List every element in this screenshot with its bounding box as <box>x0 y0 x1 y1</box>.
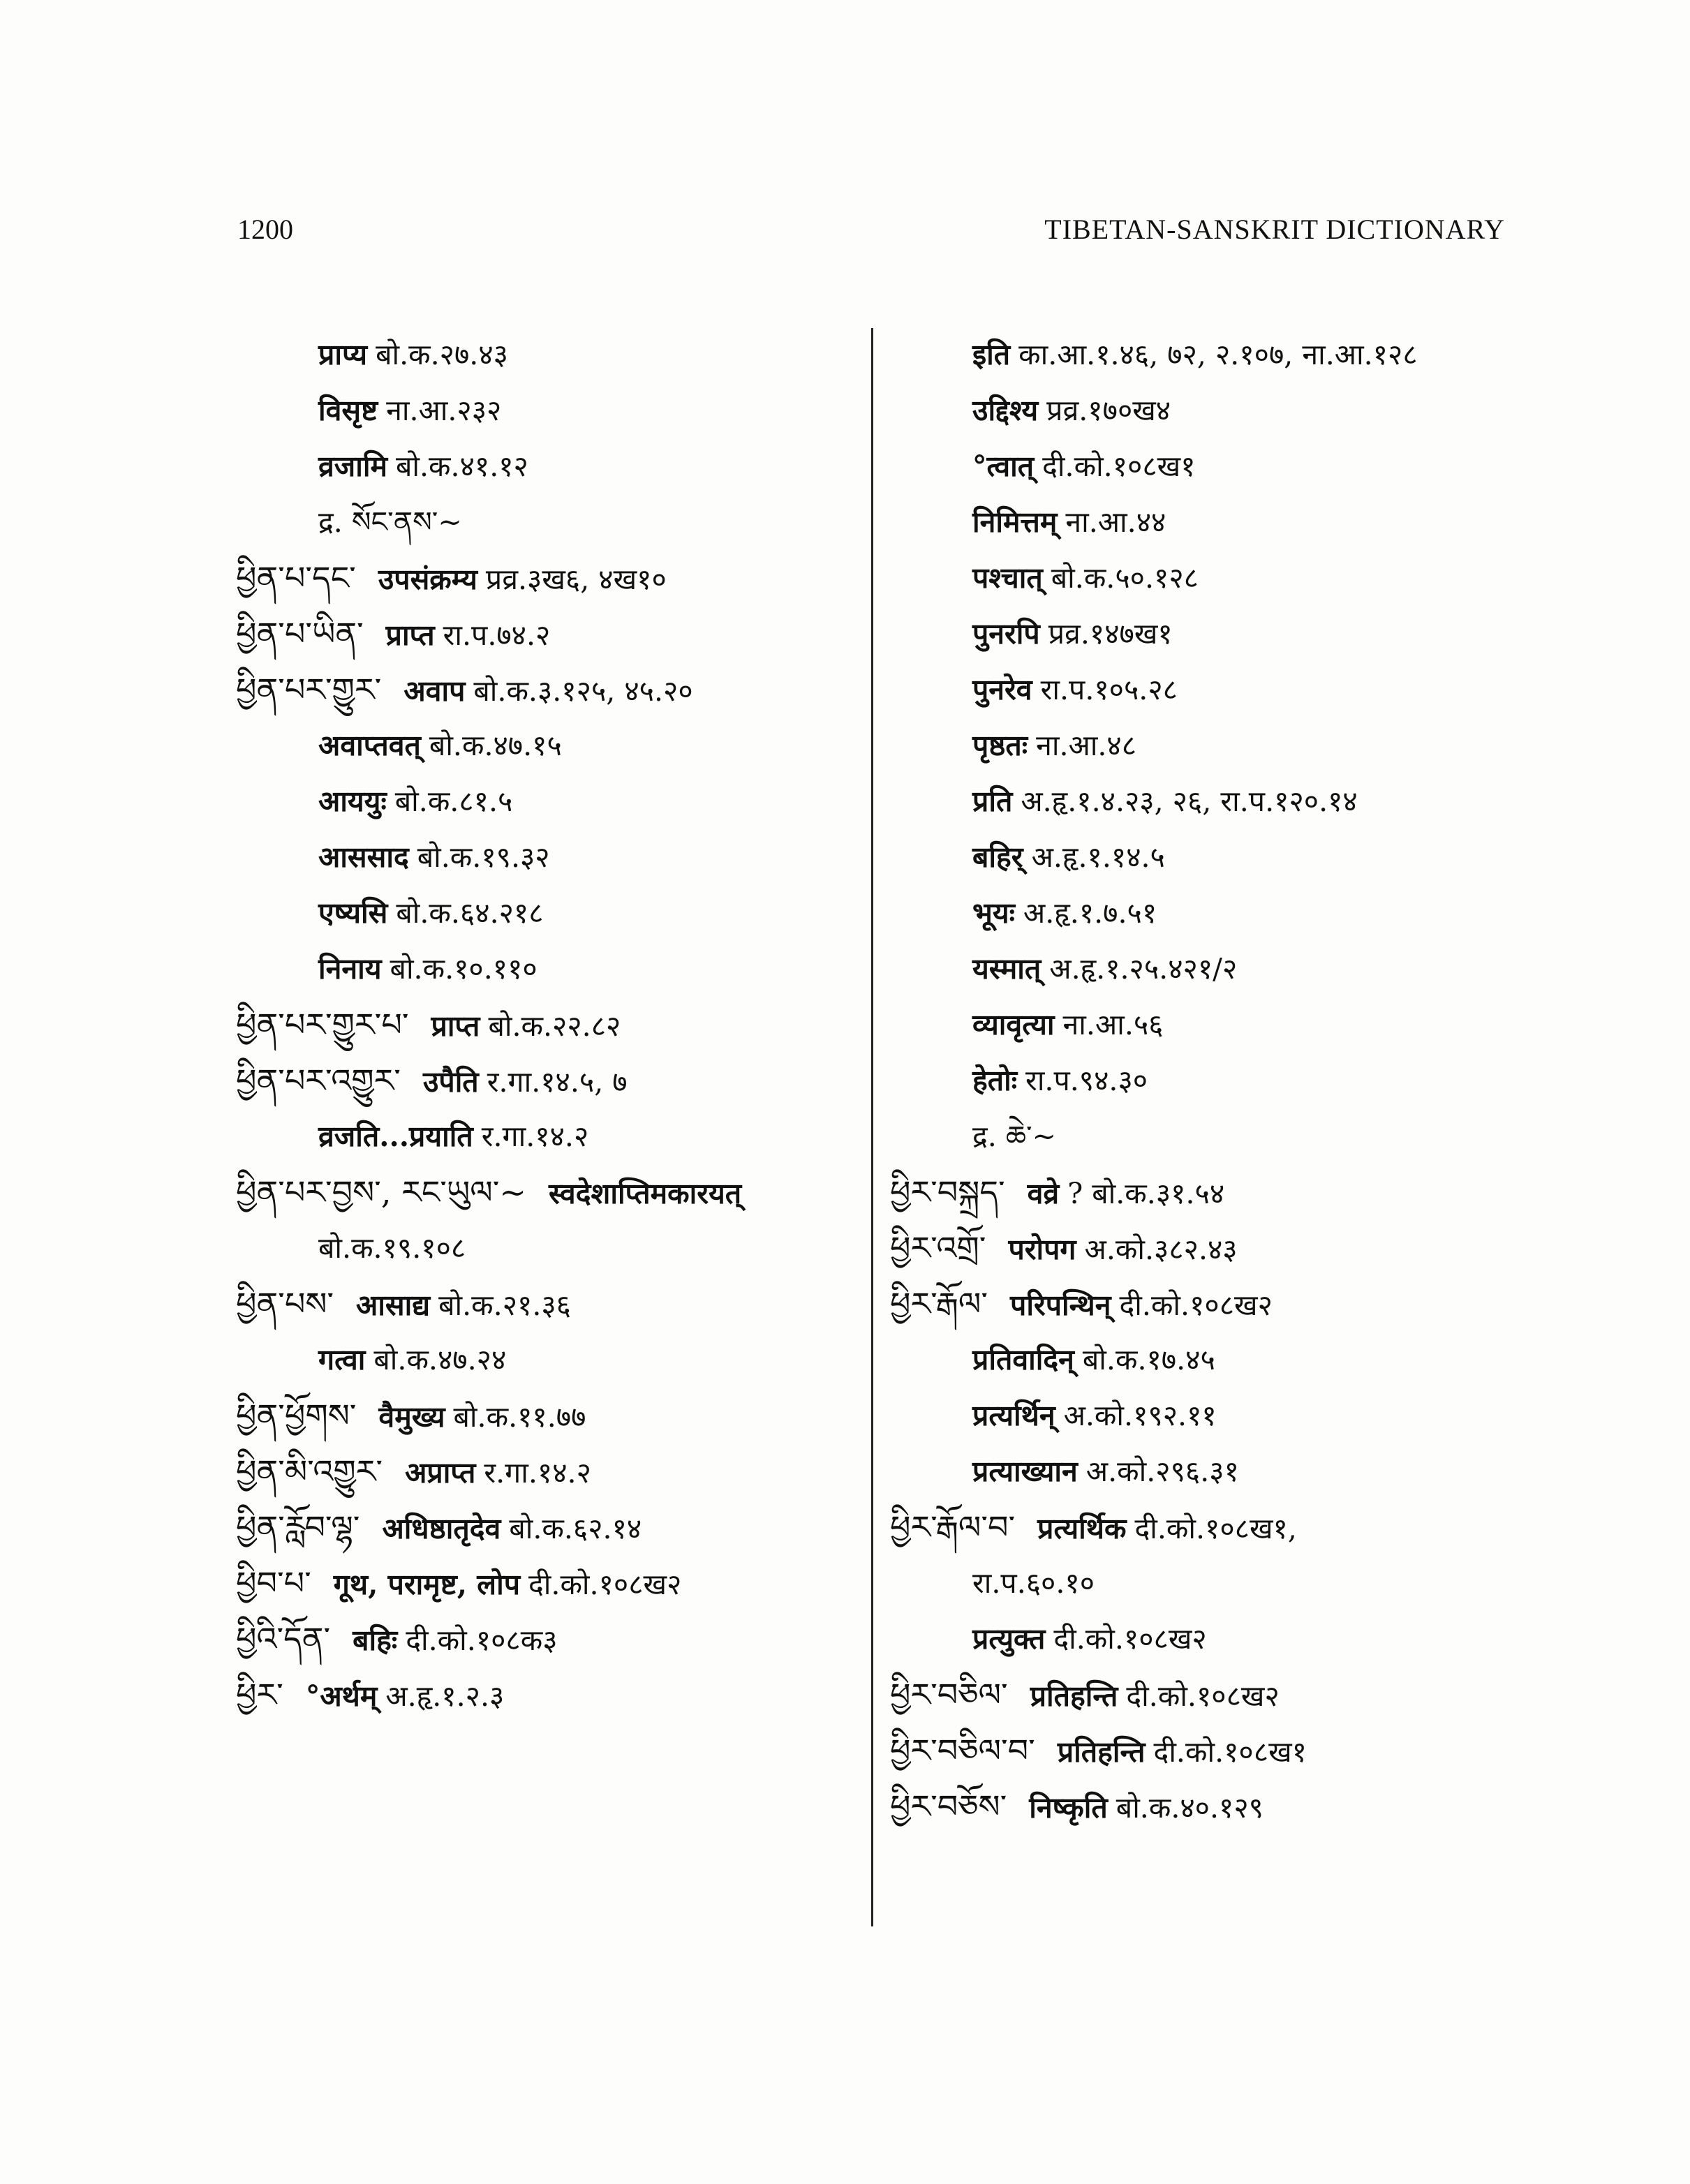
entry-sense <box>890 327 1588 382</box>
tibetan-headword: ཕྱིར་ <box>236 1676 283 1714</box>
sanskrit-term: अवाप <box>403 674 466 708</box>
sanskrit-term: पुनरेव <box>972 673 1032 706</box>
running-title: TIBETAN-SANSKRIT DICTIONARY <box>1044 214 1505 245</box>
source-reference: ना.आ.४४ <box>1065 505 1166 539</box>
entry-sense <box>890 662 1588 718</box>
tibetan-headword: ཕྱིན་པར་འགྱུར་ <box>236 1062 401 1099</box>
source-reference: बो.क.१०.११० <box>390 952 538 986</box>
sanskrit-term: उपसंक्रम्य <box>378 563 477 596</box>
sanskrit-term: निष्कृति <box>1029 1791 1108 1825</box>
source-reference: र.गा.१४.२ <box>484 1456 591 1490</box>
sanskrit-term: °अर्थम् <box>305 1679 378 1713</box>
entry-sense <box>236 941 962 997</box>
sanskrit-term: प्रतिवादिन् <box>972 1343 1074 1376</box>
source-reference: अ.हृ.१.४.२३, २६, रा.प.१२०.१४ <box>1021 785 1358 818</box>
dictionary-entry <box>236 997 962 1053</box>
sanskrit-term: विसृष्ट <box>318 394 378 427</box>
sanskrit-term: बहिर् <box>972 840 1023 874</box>
source-reference: रा.प.६०.१० <box>972 1566 1095 1600</box>
tibetan-headword: ཕྱིན་མི་འགྱུར་ <box>236 1453 383 1490</box>
source-reference: दी.को.१०८ख१ <box>1153 1735 1307 1769</box>
tibetan-headword: ཕྱིན་པར་གྱུར་པ་ <box>236 1006 409 1043</box>
sanskrit-term: निनाय <box>318 952 382 986</box>
page-number: 1200 <box>237 214 293 245</box>
entry-sense <box>890 997 1588 1053</box>
source-reference: द्र. སོང་ནས་~ <box>318 505 462 539</box>
tibetan-headword: ཕྱིར་འགྲོ་ <box>890 1229 986 1267</box>
dictionary-entry <box>890 1778 1588 1834</box>
source-reference: र.गा.१४.५, ७ <box>487 1065 628 1099</box>
source-reference: रा.प.१०५.२८ <box>1040 673 1178 706</box>
source-reference: अ.हृ.१.२५.४२१/२ <box>1049 952 1238 986</box>
entry-sense <box>236 1220 962 1276</box>
entry-sense <box>236 1332 962 1388</box>
sanskrit-term: आसाद्य <box>356 1288 431 1322</box>
sanskrit-term: व्रजति...प्रयाति <box>318 1120 473 1153</box>
source-reference: प्रव्र.१७०ख४ <box>1046 394 1171 427</box>
entry-sense <box>236 327 962 382</box>
source-reference: र.गा.१४.२ <box>481 1120 589 1153</box>
source-reference: बो.क.२२.८२ <box>488 1009 621 1043</box>
sanskrit-term: इति <box>972 338 1011 371</box>
source-reference: बो.क.१९.३२ <box>417 840 550 874</box>
sanskrit-term: अवाप्तवत् <box>318 729 421 762</box>
source-reference: बो.क.३.१२५, ४५.२० <box>473 674 693 708</box>
source-reference: ना.आ.४८ <box>1036 729 1137 762</box>
source-reference: दी.को.१०८ख२ <box>1126 1679 1280 1713</box>
entry-sense <box>890 885 1588 941</box>
source-reference: प्रव्र.३ख६, ४ख१० <box>485 563 667 596</box>
entry-sense <box>890 1332 1588 1388</box>
sanskrit-term: परिपन्थिन् <box>1010 1288 1111 1322</box>
source-reference: बो.क.६२.१४ <box>509 1512 642 1545</box>
source-reference: दी.को.१०८ख१, <box>1134 1512 1297 1545</box>
sanskrit-term: व्रजामि <box>318 450 387 483</box>
dictionary-entry <box>890 1667 1588 1723</box>
tibetan-headword: ཕྱིན་རློབ་ལྷ་ <box>236 1508 360 1546</box>
tibetan-headword: ཕྱིབ་པ་ <box>236 1564 311 1602</box>
sanskrit-term: वैमुख्य <box>378 1400 445 1434</box>
source-reference: का.आ.१.४६, ७२, २.१०७, ना.आ.१२८ <box>1018 338 1418 371</box>
sanskrit-term: °त्वात् <box>972 450 1035 483</box>
source-reference: बो.क.११.७७ <box>453 1400 586 1434</box>
dictionary-entry <box>236 1499 962 1555</box>
entry-sense <box>890 494 1588 550</box>
entry-sense <box>236 438 962 494</box>
left-column <box>236 327 962 1723</box>
entry-sense <box>890 550 1588 606</box>
sanskrit-term: प्रति <box>972 785 1013 818</box>
sanskrit-term: व्यावृत्या <box>972 1008 1055 1041</box>
entry-sense <box>236 1108 962 1164</box>
source-reference: बो.क.५०.१२८ <box>1051 561 1199 595</box>
source-reference: दी.को.१०८ख२ <box>528 1568 682 1601</box>
tibetan-headword: ཕྱིའི་དོན་ <box>236 1620 331 1658</box>
dictionary-entry <box>236 1611 962 1667</box>
source-reference: अ.को.१९२.११ <box>1063 1399 1217 1432</box>
sanskrit-term: अधिष्ठातृदेव <box>382 1512 501 1545</box>
sanskrit-term: वव्रे <box>1027 1177 1060 1210</box>
tibetan-headword: ཕྱིན་ཕྱོགས་ <box>236 1397 357 1434</box>
dictionary-entry <box>236 1276 962 1332</box>
sanskrit-term: अप्राप्त <box>405 1456 476 1490</box>
entry-sense <box>236 382 962 438</box>
entry-sense <box>236 718 962 773</box>
sanskrit-term: परोपग <box>1008 1233 1076 1266</box>
tibetan-headword: ཕྱིན་པ་དང་ <box>236 559 356 597</box>
dictionary-entry <box>236 1053 962 1108</box>
sanskrit-term: प्राप्त <box>385 618 435 652</box>
tibetan-headword: ཕྱིན་པ་ཡིན་ <box>236 615 364 653</box>
tibetan-headword: ཕྱིན་པར་གྱུར་ <box>236 671 382 708</box>
source-reference: दी.को.१०८ख१ <box>1042 450 1196 483</box>
entry-sense <box>236 773 962 829</box>
sanskrit-term: प्रतिहन्ति <box>1057 1735 1146 1769</box>
sanskrit-term: निमित्तम् <box>972 505 1058 539</box>
source-reference: बो.क.१७.४५ <box>1082 1343 1215 1376</box>
source-reference: अ.को.२९६.३१ <box>1085 1455 1239 1488</box>
sanskrit-term: उपैति <box>422 1065 479 1099</box>
sanskrit-term: भूयः <box>972 896 1015 930</box>
dictionary-entry <box>236 550 962 606</box>
dictionary-entry <box>236 1667 962 1723</box>
source-reference: बो.क.४७.१५ <box>429 729 562 762</box>
dictionary-entry <box>236 1443 962 1499</box>
tibetan-headword: ཕྱིན་པར་བྱས་, རང་ཡུལ་~ <box>236 1173 526 1211</box>
sanskrit-term: यस्मात् <box>972 952 1042 986</box>
entry-sense <box>236 885 962 941</box>
entry-sense <box>890 1388 1588 1443</box>
dictionary-entry <box>236 662 962 718</box>
source-reference: अ.हृ.१.२.३ <box>385 1679 505 1713</box>
sanskrit-term: प्रत्युक्त <box>972 1622 1046 1656</box>
entry-sense <box>890 1555 1588 1611</box>
entry-sense <box>890 1611 1588 1667</box>
right-column <box>890 327 1588 1834</box>
tibetan-headword: ཕྱིར་བཅོས་ <box>890 1788 1007 1825</box>
source-reference: बो.क.४०.१२९ <box>1115 1791 1263 1825</box>
tibetan-headword: ཕྱིན་པས་ <box>236 1285 334 1323</box>
source-reference: बो.क.४७.२४ <box>373 1343 507 1376</box>
source-reference: ना.आ.५६ <box>1062 1008 1164 1041</box>
entry-sense <box>890 1053 1588 1108</box>
sanskrit-term: स्वदेशाप्तिमकारयत् <box>548 1177 742 1210</box>
sanskrit-term: आससाद <box>318 840 409 874</box>
source-reference: बो.क.२१.३६ <box>438 1288 572 1322</box>
source-reference: अ.हृ.१.७.५१ <box>1023 896 1157 930</box>
source-reference: बो.क.६४.२१८ <box>396 896 544 930</box>
source-reference: दी.को.१०८क३ <box>406 1624 558 1657</box>
sanskrit-term: गत्वा <box>318 1343 366 1376</box>
entry-sense <box>890 718 1588 773</box>
dictionary-entry <box>890 1499 1588 1555</box>
entry-sense <box>890 829 1588 885</box>
source-reference: ना.आ.२३२ <box>386 394 502 427</box>
source-reference: रा.प.९४.३० <box>1025 1064 1148 1097</box>
sanskrit-term: बहिः <box>353 1624 398 1657</box>
tibetan-headword: ཕྱིར་བཅིལ་བ་ <box>890 1732 1035 1769</box>
tibetan-headword: ཕྱིར་རྒོལ་བ་ <box>890 1508 1016 1546</box>
entry-sense <box>890 1443 1588 1499</box>
source-reference: ? बो.क.३१.५४ <box>1067 1177 1225 1210</box>
sanskrit-term: हेतोः <box>972 1064 1018 1097</box>
source-reference: बो.क.४१.१२ <box>395 450 528 483</box>
source-reference: बो.क.१९.१०८ <box>318 1231 466 1265</box>
dictionary-entry <box>890 1276 1588 1332</box>
tibetan-headword: ཕྱིར་རྒོལ་ <box>890 1285 988 1323</box>
source-reference: बो.क.८१.५ <box>394 785 513 818</box>
column-divider <box>871 328 873 1926</box>
sanskrit-term: पृष्ठतः <box>972 729 1028 762</box>
tibetan-headword: ཕྱིར་བསྐྲད་ <box>890 1173 1005 1211</box>
sanskrit-term: प्रत्यर्थिक <box>1037 1512 1127 1545</box>
sanskrit-term: आययुः <box>318 785 387 818</box>
sanskrit-term: उद्दिश्य <box>972 394 1039 427</box>
source-reference: अ.हृ.१.१४.५ <box>1031 840 1165 874</box>
sanskrit-term: एष्यसि <box>318 896 388 930</box>
dictionary-entry <box>236 1388 962 1443</box>
source-reference: अ.को.३८२.४३ <box>1084 1233 1238 1266</box>
dictionary-entry <box>890 1723 1588 1778</box>
entry-sense <box>890 606 1588 662</box>
entry-sense <box>890 941 1588 997</box>
entry-sense <box>890 773 1588 829</box>
entry-sense <box>236 494 962 550</box>
sanskrit-term: प्रतिहन्ति <box>1030 1679 1118 1713</box>
entry-sense <box>890 438 1588 494</box>
sanskrit-term: पुनरपि <box>972 617 1040 651</box>
sanskrit-term: प्रत्याख्यान <box>972 1455 1078 1488</box>
source-reference: द्र. ཆེ་~ <box>972 1120 1056 1153</box>
sanskrit-term: प्रत्यर्थिन् <box>972 1399 1055 1432</box>
source-reference: प्रव्र.१४७ख१ <box>1048 617 1173 651</box>
entry-sense <box>890 1108 1588 1164</box>
sanskrit-term: पश्चात् <box>972 561 1043 595</box>
tibetan-headword: ཕྱིར་བཅིལ་ <box>890 1676 1008 1714</box>
dictionary-entry <box>236 606 962 662</box>
entry-sense <box>890 382 1588 438</box>
sanskrit-term: गूथ, परामृष्ट, लोप <box>333 1568 521 1601</box>
dictionary-entry <box>890 1220 1588 1276</box>
source-reference: रा.प.७४.२ <box>443 618 551 652</box>
source-reference: दी.को.१०८ख२ <box>1119 1288 1273 1322</box>
source-reference: दी.को.१०८ख२ <box>1053 1622 1207 1656</box>
sanskrit-term: प्राप्य <box>318 338 368 371</box>
dictionary-entry <box>890 1164 1588 1220</box>
dictionary-entry <box>236 1555 962 1611</box>
source-reference: बो.क.२७.४३ <box>376 338 508 371</box>
sanskrit-term: प्राप्त <box>431 1009 480 1043</box>
entry-sense <box>236 829 962 885</box>
dictionary-entry <box>236 1164 962 1220</box>
